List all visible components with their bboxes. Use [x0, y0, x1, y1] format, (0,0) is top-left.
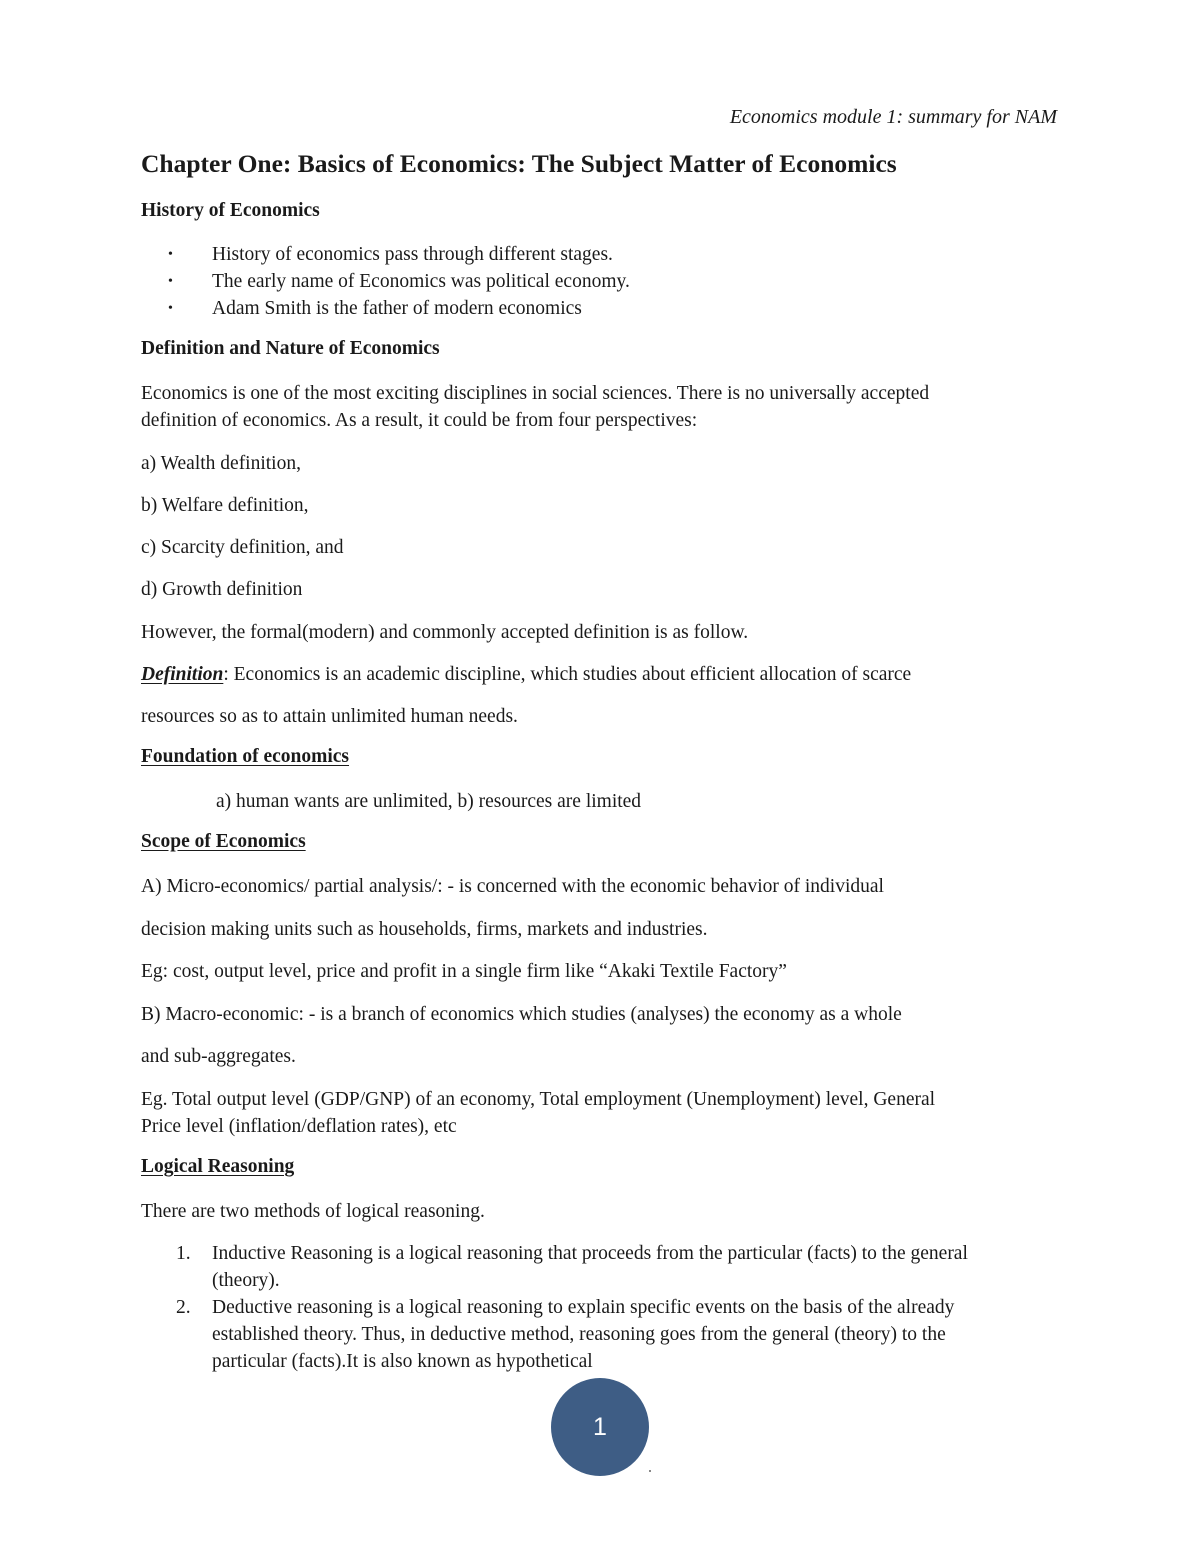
definition-text: : Economics is an academic discipline, which studies about efficient allocation of scarce [223, 664, 912, 685]
list-item: (theory). [212, 1270, 280, 1291]
paragraph-line: B) Macro-economic: - is a branch of economics which studies (analyses) the economy as a whole [141, 1004, 902, 1025]
list-item: History of economics pass through different stages. [212, 244, 613, 265]
paragraph-line: Eg. Total output level (GDP/GNP) of an economy, Total employment (Unemployment) level, General [141, 1089, 936, 1110]
paragraph-line: However, the formal(modern) and commonly accepted definition is as follow. [141, 622, 749, 643]
page-number-badge [551, 1378, 649, 1476]
list-item: Adam Smith is the father of modern economics [212, 298, 582, 319]
logical-heading: Logical Reasoning [141, 1156, 295, 1177]
paragraph-line: Economics is one of the most exciting disciplines in social sciences. There is no universally accepted [141, 383, 930, 404]
paragraph-line: There are two methods of logical reasoning. [141, 1201, 485, 1222]
paragraph-line: Price level (inflation/deflation rates), etc [141, 1116, 457, 1137]
running-header: Economics module 1: summary for NAM [729, 106, 1057, 128]
paragraph-line: and sub-aggregates. [141, 1046, 296, 1067]
scope-heading: Scope of Economics [141, 831, 306, 852]
list-item: The early name of Economics was political economy. [212, 271, 630, 292]
perspective-item: d) Growth definition [141, 579, 303, 600]
bullet-icon: • [168, 274, 173, 289]
list-item: Deductive reasoning is a logical reasoning to explain specific events on the basis of the already [212, 1297, 955, 1318]
paragraph-line: a) human wants are unlimited, b) resources are limited [216, 791, 642, 812]
perspective-item: c) Scarcity definition, and [141, 537, 344, 558]
paragraph-line: A) Micro-economics/ partial analysis/: - is concerned with the economic behavior of individual [141, 876, 884, 897]
list-item: Inductive Reasoning is a logical reasoning that proceeds from the particular (facts) to the general [212, 1243, 968, 1264]
bullet-icon: • [168, 301, 173, 316]
definition-paragraph [141, 661, 911, 688]
footer-dot [649, 1470, 651, 1472]
paragraph-line: decision making units such as households, firms, markets and industries. [141, 919, 708, 940]
bullet-icon: • [168, 247, 173, 262]
foundation-heading: Foundation of economics [141, 746, 350, 767]
definition-heading: Definition and Nature of Economics [141, 338, 440, 359]
perspective-item: a) Wealth definition, [141, 453, 301, 474]
list-item: particular (facts).It is also known as hypothetical [212, 1351, 593, 1372]
perspective-item: b) Welfare definition, [141, 495, 309, 516]
paragraph-line: Eg: cost, output level, price and profit in a single firm like “Akaki Textile Factory” [141, 961, 787, 982]
history-heading: History of Economics [141, 200, 320, 221]
paragraph-line: resources so as to attain unlimited human needs. [141, 706, 518, 727]
paragraph-line: definition of economics. As a result, it could be from four perspectives: [141, 410, 698, 431]
chapter-title: Chapter One: Basics of Economics: The Subject Matter of Economics [141, 149, 897, 178]
list-number: 2. [176, 1297, 191, 1318]
definition-term: Definition [141, 664, 224, 685]
list-number: 1. [176, 1243, 191, 1264]
page-number: 1 [593, 1412, 607, 1441]
list-item: established theory. Thus, in deductive method, reasoning goes from the general (theory) to the [212, 1324, 946, 1345]
